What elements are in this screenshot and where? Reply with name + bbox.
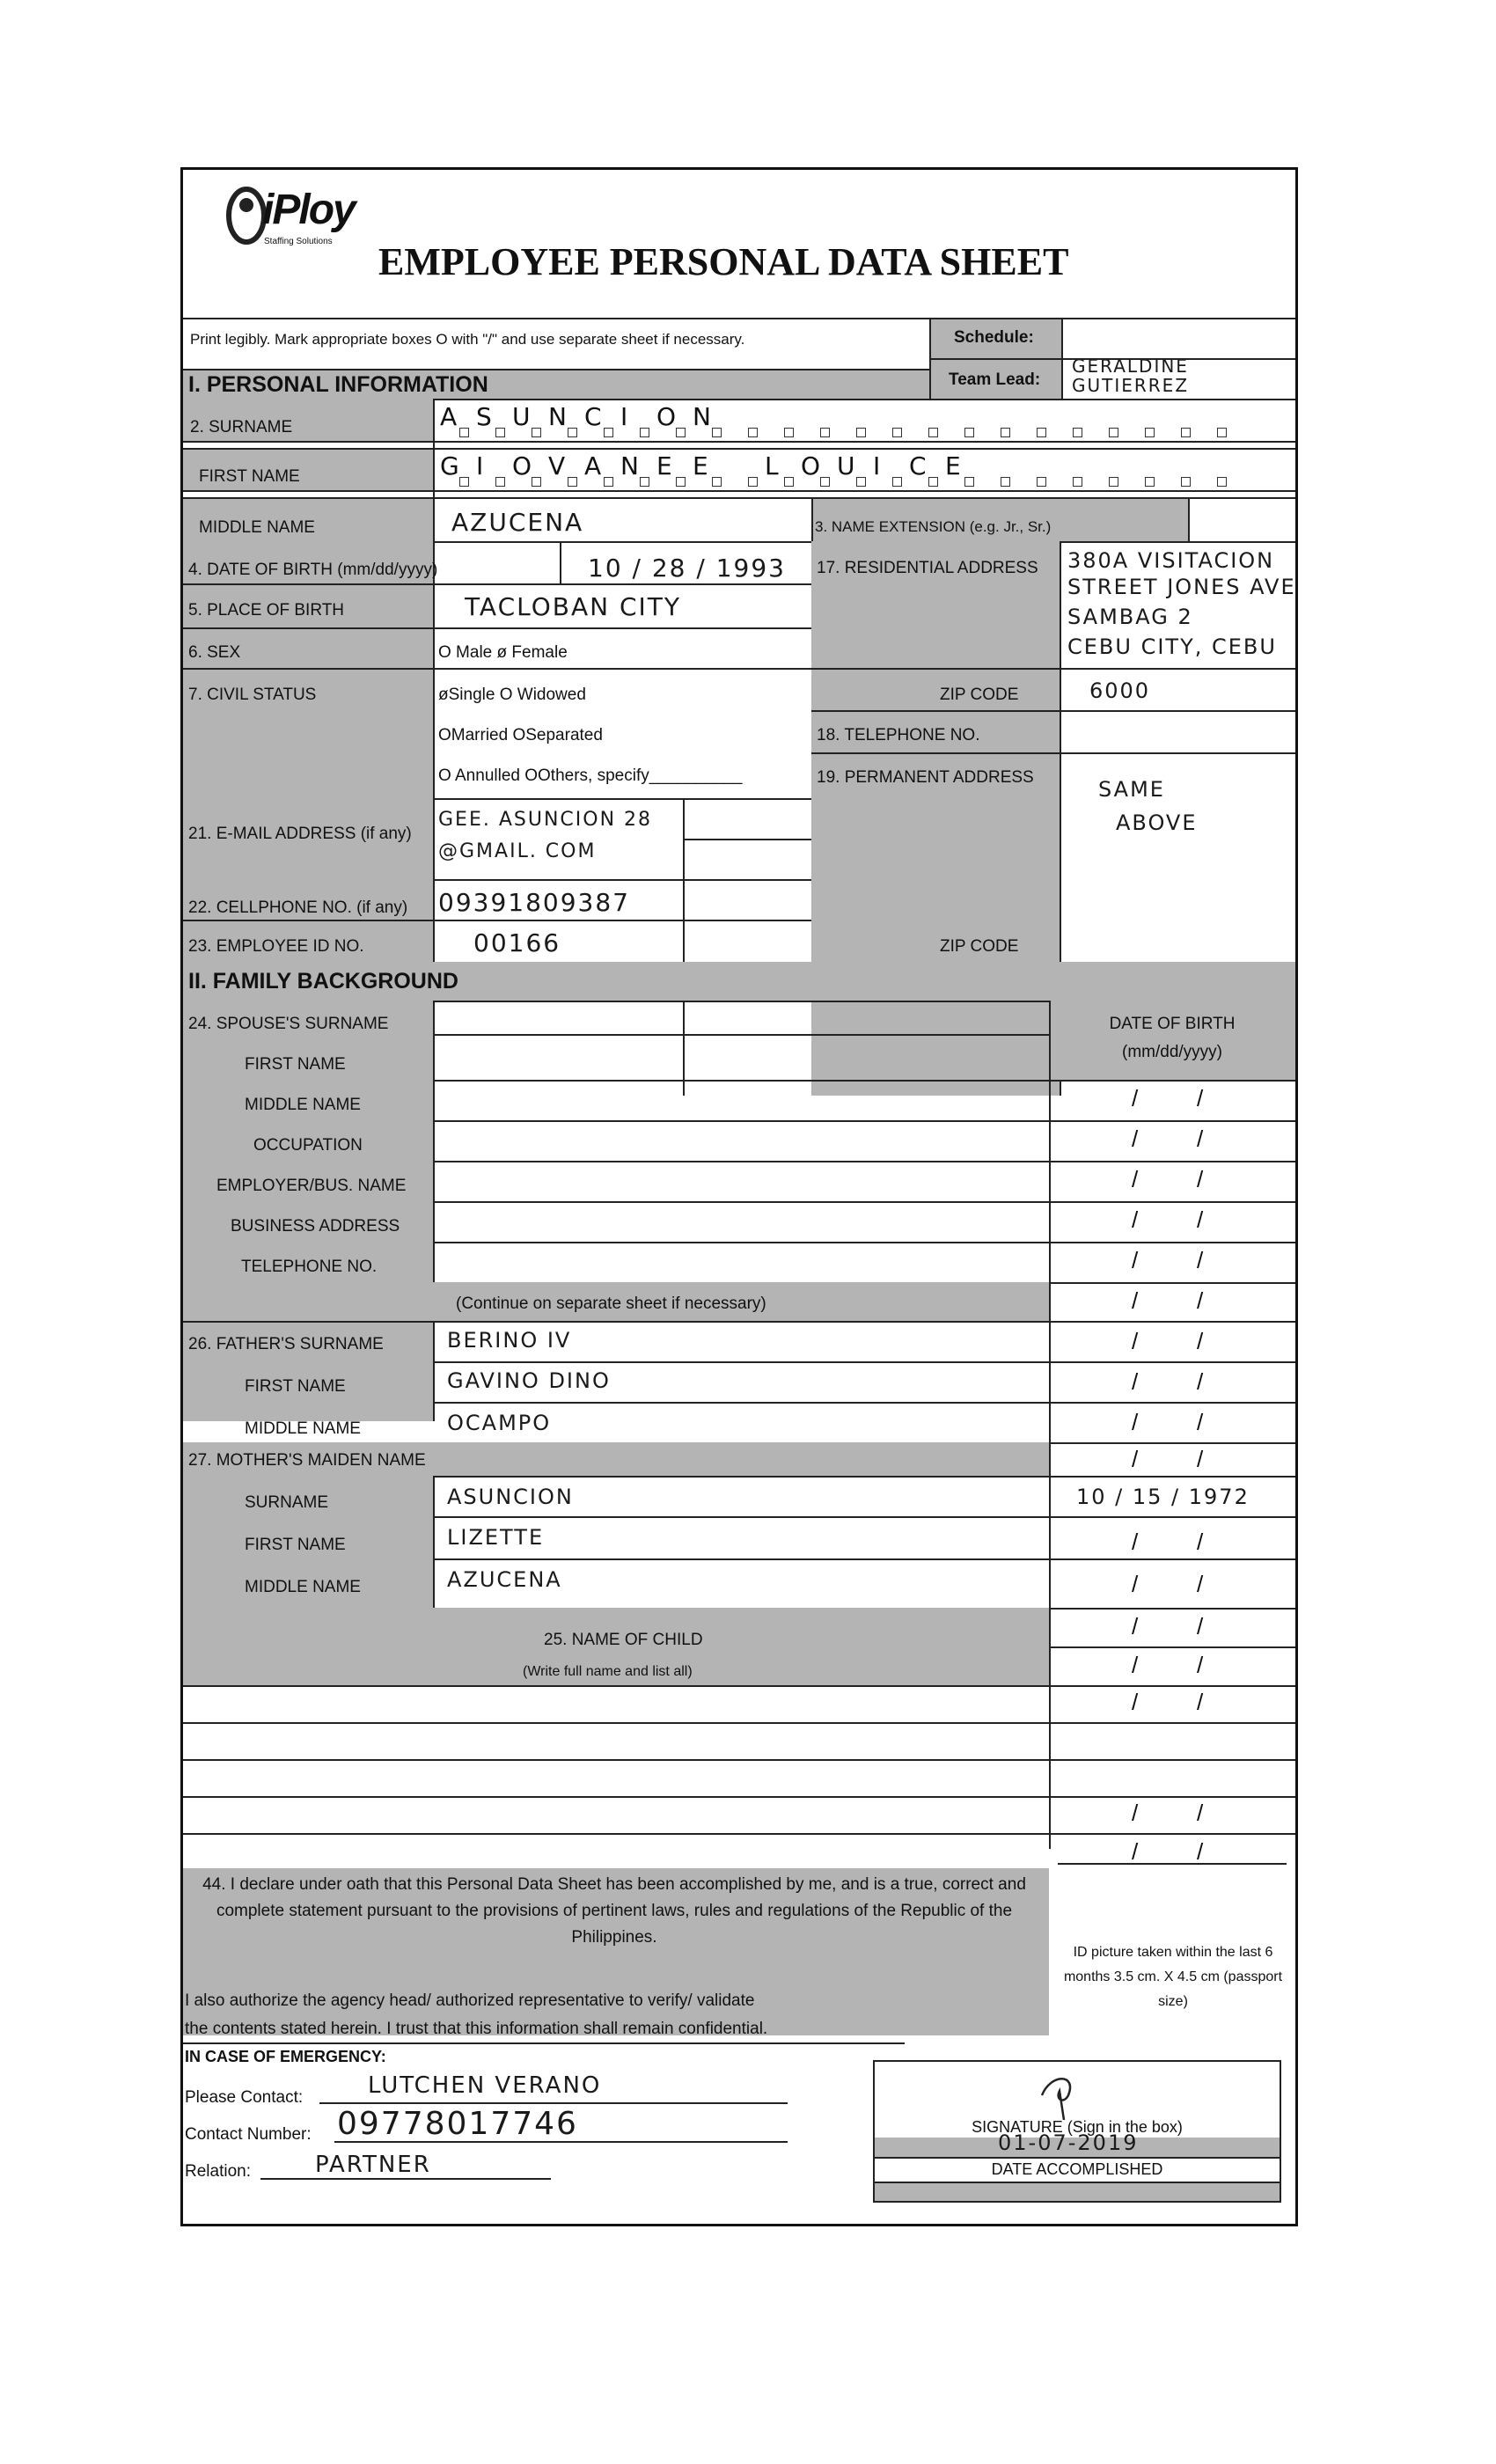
- date-slash: /: [1132, 1287, 1139, 1314]
- checkbox-square-icon: [532, 428, 541, 437]
- spouse-telephone-label: TELEPHONE NO.: [241, 1258, 378, 1276]
- checkbox-square-icon: [928, 477, 938, 487]
- checkbox-square-icon: [459, 428, 469, 437]
- page-title: EMPLOYEE PERSONAL DATA SHEET: [378, 240, 1069, 283]
- first-name-letter: V: [548, 451, 566, 480]
- sex-label: 6. SEX: [188, 643, 241, 662]
- surname-letter: U: [512, 402, 531, 431]
- first-name-letter-box[interactable]: [1088, 451, 1124, 490]
- instructions-text: Print legibly. Mark appropriate boxes O with "/" and use separate sheet if necessary.: [190, 331, 745, 348]
- first-name-letter: L: [765, 451, 779, 480]
- checkbox-square-icon: [712, 477, 722, 487]
- middle-name-field[interactable]: AZUCENA: [451, 508, 584, 537]
- surname-letter: A: [440, 402, 458, 431]
- dob-header: DATE OF BIRTH: [1109, 1015, 1236, 1033]
- date-slash: /: [1197, 1800, 1204, 1826]
- first-name-letter-box[interactable]: [1196, 451, 1232, 490]
- date-accomplished-label: DATE ACCOMPLISHED: [991, 2160, 1163, 2178]
- surname-letter-box[interactable]: [619, 402, 655, 441]
- first-name-letter-box[interactable]: [474, 451, 510, 490]
- relation-field[interactable]: PARTNER: [315, 2152, 431, 2178]
- first-name-letter: E: [693, 451, 708, 480]
- surname-label: 2. SURNAME: [190, 418, 293, 436]
- section-family-title: II. FAMILY BACKGROUND: [188, 969, 458, 994]
- spouse-middle-name-label: MIDDLE NAME: [245, 1096, 361, 1114]
- first-name-letter-box[interactable]: [907, 451, 943, 490]
- surname-letter-box[interactable]: [655, 402, 691, 441]
- surname-letter-box[interactable]: [1196, 402, 1232, 441]
- first-name-label: FIRST NAME: [199, 467, 300, 486]
- checkbox-square-icon: [964, 477, 974, 487]
- cellphone-label: 22. CELLPHONE NO. (if any): [188, 898, 408, 917]
- first-name-letter: G: [440, 451, 459, 480]
- date-slash: /: [1132, 1613, 1139, 1639]
- checkbox-square-icon: [820, 428, 830, 437]
- first-name-letter: I: [873, 451, 881, 480]
- first-name-field[interactable]: [438, 451, 1232, 490]
- checkbox-square-icon: [1073, 477, 1082, 487]
- signature-box[interactable]: [873, 2060, 1281, 2203]
- date-slash: /: [1132, 1800, 1139, 1826]
- surname-letter-box[interactable]: [438, 402, 474, 441]
- checkbox-square-icon: [748, 477, 758, 487]
- logo-subtext: Staffing Solutions: [264, 237, 333, 246]
- checkbox-square-icon: [1217, 428, 1227, 437]
- permanent-address-label: 19. PERMANENT ADDRESS: [817, 768, 1034, 787]
- checkbox-square-icon: [1037, 428, 1046, 437]
- surname-letter-box[interactable]: [943, 402, 979, 441]
- date-slash: /: [1132, 1206, 1139, 1233]
- date-slash: /: [1132, 1368, 1139, 1395]
- checkbox-square-icon: [712, 428, 722, 437]
- section-personal-title: I. PERSONAL INFORMATION: [188, 372, 488, 397]
- zip-code-label: ZIP CODE: [940, 686, 1019, 704]
- employee-id-label: 23. EMPLOYEE ID NO.: [188, 937, 364, 956]
- checkbox-square-icon: [1073, 428, 1082, 437]
- surname-letter-box[interactable]: [835, 402, 871, 441]
- employee-id-field[interactable]: 00166: [473, 928, 561, 957]
- date-slash: /: [1197, 1446, 1204, 1472]
- first-name-letter-box[interactable]: [979, 451, 1016, 490]
- surname-letter: I: [620, 402, 628, 431]
- occupation-label: OCCUPATION: [253, 1136, 363, 1155]
- first-name-letter-box[interactable]: [1124, 451, 1160, 490]
- surname-letter-box[interactable]: [1160, 402, 1196, 441]
- first-name-letter: I: [476, 451, 484, 480]
- checkbox-square-icon: [640, 477, 649, 487]
- email-line-2[interactable]: @GMAIL. COM: [438, 840, 597, 862]
- first-name-letter: E: [656, 451, 672, 480]
- first-name-letter: A: [584, 451, 602, 480]
- date-slash: /: [1197, 1689, 1204, 1715]
- first-name-letter-box[interactable]: [691, 451, 727, 490]
- middle-name-label: MIDDLE NAME: [199, 518, 315, 537]
- surname-letter-box[interactable]: [1052, 402, 1088, 441]
- checkbox-square-icon: [495, 477, 505, 487]
- date-slash: /: [1197, 1613, 1204, 1639]
- surname-letter-box[interactable]: [1016, 402, 1052, 441]
- business-address-label: BUSINESS ADDRESS: [231, 1217, 400, 1236]
- checkbox-square-icon: [676, 477, 686, 487]
- checkbox-square-icon: [1001, 428, 1010, 437]
- surname-letter-box[interactable]: [727, 402, 763, 441]
- father-surname-label: 26. FATHER'S SURNAME: [188, 1335, 384, 1353]
- date-slash: /: [1197, 1652, 1204, 1678]
- contact-label: Please Contact:: [185, 2088, 304, 2107]
- checkbox-square-icon: [568, 477, 577, 487]
- spouse-surname-label: 24. SPOUSE'S SURNAME: [188, 1015, 389, 1033]
- dob-field[interactable]: 10 / 28 / 1993: [588, 554, 786, 583]
- date-slash: /: [1197, 1571, 1204, 1597]
- first-name-letter-box[interactable]: [619, 451, 655, 490]
- first-name-letter: E: [945, 451, 961, 480]
- checkbox-square-icon: [1145, 428, 1155, 437]
- date-slash: /: [1197, 1206, 1204, 1233]
- team-lead-label: Team Lead:: [949, 370, 1041, 389]
- father-first-name-field[interactable]: GAVINO DINO: [447, 1368, 611, 1393]
- declaration-text: 44. I declare under oath that this Personal Data Sheet has been accomplished by me, and is a true, correct and complete statement pursuant to the provisions of pertinent laws, rules and regulations of the Republic of the Philippines.: [202, 1875, 1026, 1947]
- checkbox-square-icon: [1001, 477, 1010, 487]
- contact-number-label: Contact Number:: [185, 2125, 312, 2144]
- spouse-first-name-label: FIRST NAME: [245, 1055, 346, 1074]
- first-name-letter: N: [620, 451, 639, 480]
- telephone-label: 18. TELEPHONE NO.: [817, 726, 980, 744]
- date-slash: /: [1132, 1689, 1139, 1715]
- zip-code-2-label: ZIP CODE: [940, 937, 1019, 956]
- checkbox-square-icon: [1181, 428, 1191, 437]
- checkbox-square-icon: [964, 428, 974, 437]
- checkbox-square-icon: [1037, 477, 1046, 487]
- surname-letter: N: [693, 402, 711, 431]
- surname-letter-box[interactable]: [583, 402, 619, 441]
- employer-label: EMPLOYER/BUS. NAME: [216, 1177, 407, 1195]
- first-name-letter-box[interactable]: [835, 451, 871, 490]
- relation-label: Relation:: [185, 2162, 251, 2181]
- pob-field[interactable]: TACLOBAN CITY: [465, 592, 682, 621]
- date-slash: /: [1197, 1166, 1204, 1192]
- surname-field[interactable]: [438, 402, 1232, 441]
- date-slash: /: [1132, 1529, 1139, 1555]
- date-slash: /: [1197, 1126, 1204, 1152]
- first-name-letter-box[interactable]: [546, 451, 583, 490]
- date-slash: /: [1197, 1085, 1204, 1111]
- checkbox-square-icon: [928, 428, 938, 437]
- emergency-title: IN CASE OF EMERGENCY:: [185, 2048, 386, 2065]
- permanent-address-line-2[interactable]: ABOVE: [1116, 810, 1198, 835]
- date-slash: /: [1197, 1838, 1204, 1865]
- civil-status-line-3[interactable]: O Annulled OOthers, specify__________: [438, 766, 743, 785]
- schedule-label: Schedule:: [954, 328, 1034, 347]
- permanent-address-line-1[interactable]: SAME: [1098, 777, 1165, 802]
- date-slash: /: [1132, 1571, 1139, 1597]
- surname-letter-box[interactable]: [871, 402, 907, 441]
- checkbox-square-icon: [459, 477, 469, 487]
- residential-address-label: 17. RESIDENTIAL ADDRESS: [817, 559, 1038, 577]
- checkbox-square-icon: [604, 477, 613, 487]
- residential-address-line-2[interactable]: STREET JONES AVE: [1067, 575, 1296, 599]
- surname-letter-box[interactable]: [907, 402, 943, 441]
- date-slash: /: [1132, 1838, 1139, 1865]
- mother-surname-field[interactable]: ASUNCION: [447, 1485, 574, 1509]
- checkbox-square-icon: [856, 477, 866, 487]
- surname-letter-box[interactable]: [1124, 402, 1160, 441]
- checkbox-square-icon: [748, 428, 758, 437]
- mother-dob-field[interactable]: 10 / 15 / 1972: [1076, 1485, 1250, 1509]
- date-slash: /: [1132, 1166, 1139, 1192]
- checkbox-square-icon: [604, 428, 613, 437]
- cellphone-field[interactable]: 09391809387: [438, 888, 630, 917]
- father-middle-name-label: MIDDLE NAME: [245, 1419, 361, 1438]
- date-slash: /: [1132, 1085, 1139, 1111]
- email-line-1[interactable]: GEE. ASUNCION 28: [438, 809, 653, 831]
- child-note: (Write full name and list all): [523, 1664, 693, 1679]
- contact-field[interactable]: LUTCHEN VERANO: [368, 2072, 602, 2099]
- dob-label: 4. DATE OF BIRTH (mm/dd/yyyy): [188, 561, 438, 579]
- team-lead-field[interactable]: GERALDINE GUTIERREZ: [1072, 356, 1190, 396]
- first-name-letter-box[interactable]: [799, 451, 835, 490]
- surname-letter-box[interactable]: [799, 402, 835, 441]
- first-name-letter-box[interactable]: [943, 451, 979, 490]
- father-first-name-label: FIRST NAME: [245, 1377, 346, 1396]
- signature-label: SIGNATURE (Sign in the box): [972, 2118, 1183, 2136]
- first-name-letter-box[interactable]: [655, 451, 691, 490]
- child-label: 25. NAME OF CHILD: [544, 1631, 703, 1649]
- date-slash: /: [1132, 1126, 1139, 1152]
- signature-icon: [1024, 2069, 1095, 2122]
- surname-letter-box[interactable]: [474, 402, 510, 441]
- pob-label: 5. PLACE OF BIRTH: [188, 601, 345, 620]
- mother-maiden-name-label: 27. MOTHER'S MAIDEN NAME: [188, 1451, 426, 1470]
- checkbox-square-icon: [784, 428, 794, 437]
- mother-middle-name-label: MIDDLE NAME: [245, 1578, 361, 1596]
- residential-address-line-1[interactable]: 380A VISITACION: [1067, 548, 1275, 573]
- checkbox-square-icon: [1109, 428, 1118, 437]
- mother-first-name-label: FIRST NAME: [245, 1536, 346, 1554]
- first-name-letter: O: [512, 451, 532, 480]
- first-name-letter-box[interactable]: [583, 451, 619, 490]
- surname-letter-box[interactable]: [1088, 402, 1124, 441]
- date-slash: /: [1197, 1328, 1204, 1354]
- checkbox-square-icon: [856, 428, 866, 437]
- authorize-line-1: I also authorize the agency head/ authorized representative to verify/ validate: [185, 1991, 755, 2010]
- checkbox-square-icon: [892, 428, 902, 437]
- civil-status-line-1[interactable]: øSingle O Widowed: [438, 686, 586, 704]
- first-name-letter-box[interactable]: [763, 451, 799, 490]
- civil-status-label: 7. CIVIL STATUS: [188, 686, 317, 704]
- zip-code-field[interactable]: 6000: [1089, 678, 1151, 703]
- date-slash: /: [1132, 1247, 1139, 1273]
- date-slash: /: [1197, 1529, 1204, 1555]
- contact-number-field[interactable]: 09778017746: [337, 2106, 578, 2142]
- surname-letter: S: [476, 402, 492, 431]
- mother-first-name-field[interactable]: LIZETTE: [447, 1525, 545, 1550]
- surname-letter: N: [548, 402, 567, 431]
- father-surname-field[interactable]: BERINO IV: [447, 1328, 572, 1353]
- first-name-letter-box[interactable]: [727, 451, 763, 490]
- surname-letter-box[interactable]: [691, 402, 727, 441]
- first-name-letter: C: [909, 451, 927, 480]
- checkbox-square-icon: [892, 477, 902, 487]
- checkbox-square-icon: [1145, 477, 1155, 487]
- date-slash: /: [1197, 1287, 1204, 1314]
- id-picture-box[interactable]: ID picture taken within the last 6 months 3.5 cm. X 4.5 cm (passport size): [1063, 1945, 1283, 2009]
- date-slash: /: [1132, 1652, 1139, 1678]
- surname-letter-box[interactable]: [979, 402, 1016, 441]
- father-middle-name-field[interactable]: OCAMPO: [447, 1411, 552, 1435]
- first-name-letter: O: [801, 451, 821, 480]
- surname-letter: C: [584, 402, 602, 431]
- dob-format: (mm/dd/yyyy): [1122, 1043, 1222, 1061]
- logo-text: iPloy: [262, 187, 355, 233]
- surname-letter-box[interactable]: [763, 402, 799, 441]
- sex-options[interactable]: O Male ø Female: [438, 643, 568, 662]
- checkbox-square-icon: [820, 477, 830, 487]
- date-slash: /: [1132, 1409, 1139, 1435]
- checkbox-square-icon: [568, 428, 577, 437]
- date-slash: /: [1197, 1368, 1204, 1395]
- continue-note: (Continue on separate sheet if necessary): [456, 1294, 766, 1313]
- mother-middle-name-field[interactable]: AZUCENA: [447, 1567, 562, 1592]
- surname-letter-box[interactable]: [546, 402, 583, 441]
- checkbox-square-icon: [495, 428, 505, 437]
- residential-address-line-4[interactable]: CEBU CITY, CEBU: [1067, 634, 1277, 659]
- authorize-line-2: the contents stated herein. I trust that this information shall remain confidential.: [185, 2020, 768, 2038]
- first-name-letter: U: [837, 451, 855, 480]
- date-slash: /: [1197, 1409, 1204, 1435]
- date-slash: /: [1132, 1328, 1139, 1354]
- checkbox-square-icon: [640, 428, 649, 437]
- checkbox-square-icon: [784, 477, 794, 487]
- form-frame: [180, 167, 1298, 2226]
- checkbox-square-icon: [1109, 477, 1118, 487]
- first-name-letter-box[interactable]: [1016, 451, 1052, 490]
- first-name-letter-box[interactable]: [1160, 451, 1196, 490]
- date-slash: /: [1132, 1446, 1139, 1472]
- date-accomplished-field[interactable]: 01-07-2019: [998, 2130, 1139, 2155]
- first-name-letter-box[interactable]: [438, 451, 474, 490]
- email-label: 21. E-MAIL ADDRESS (if any): [188, 825, 412, 843]
- checkbox-square-icon: [532, 477, 541, 487]
- first-name-letter-box[interactable]: [1052, 451, 1088, 490]
- name-extension-label: 3. NAME EXTENSION (e.g. Jr., Sr.): [815, 518, 1052, 535]
- date-slash: /: [1197, 1247, 1204, 1273]
- first-name-letter-box[interactable]: [871, 451, 907, 490]
- checkbox-square-icon: [1181, 477, 1191, 487]
- checkbox-square-icon: [676, 428, 686, 437]
- residential-address-line-3[interactable]: SAMBAG 2: [1067, 605, 1193, 629]
- mother-surname-label: SURNAME: [245, 1493, 329, 1512]
- surname-letter: O: [656, 402, 677, 431]
- surname-letter-box[interactable]: [510, 402, 546, 441]
- first-name-letter-box[interactable]: [510, 451, 546, 490]
- checkbox-square-icon: [1217, 477, 1227, 487]
- civil-status-line-2[interactable]: OMarried OSeparated: [438, 726, 603, 744]
